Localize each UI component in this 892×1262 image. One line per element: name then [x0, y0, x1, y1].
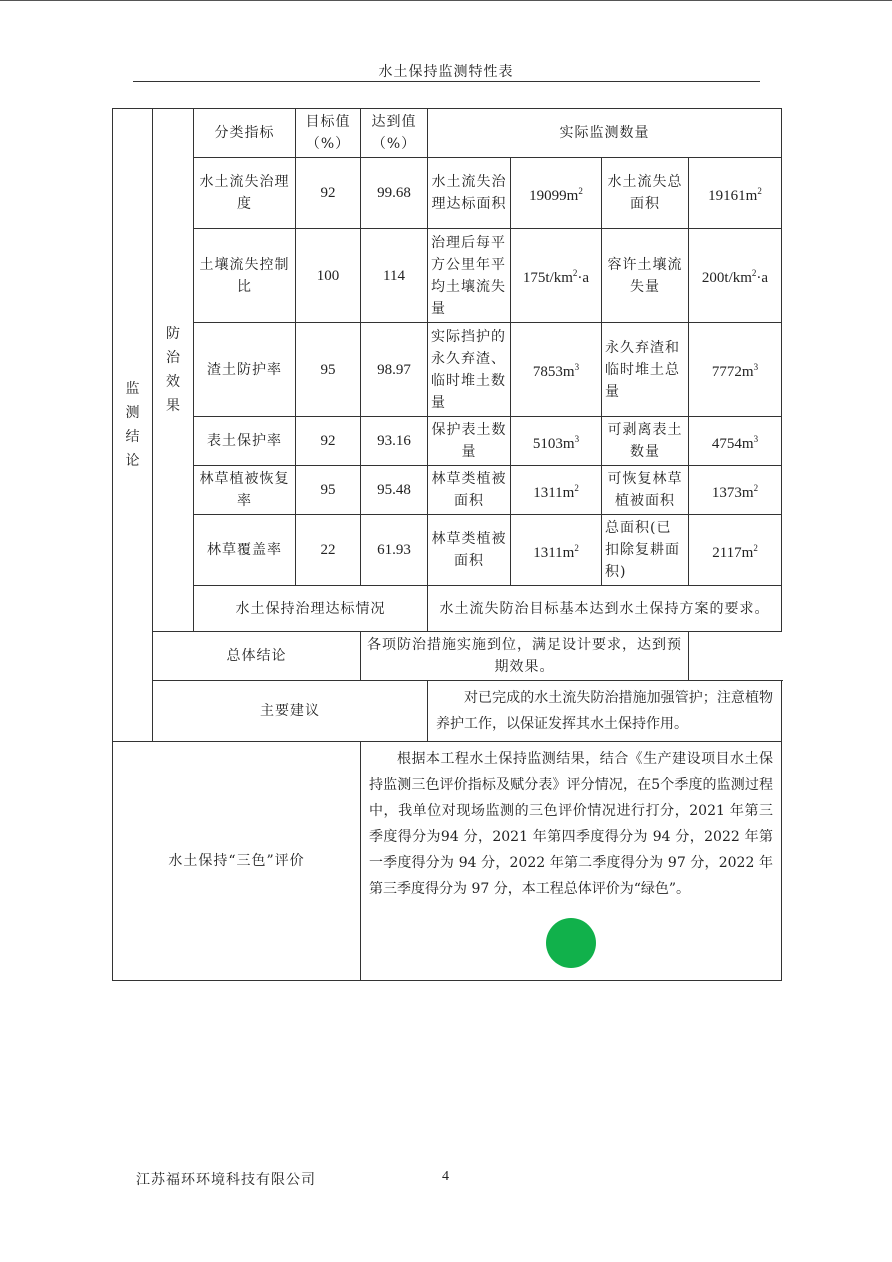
characteristics-table — [112, 108, 782, 981]
evaluation-label: 水土保持“三色”评价 — [113, 742, 361, 981]
evaluation-text: 根据本工程水土保持监测结果，结合《生产建设项目水土保持监测三色评价指标及赋分表》评分情况，在5个季度的监测过程中，我单位对现场监测的三色评价情况进行打分，2021 年第三季度得分为94 分，2021 年第四季度得分为 94 分，2022 年第一季度得分为 94 分，2022 年第二季度得分为 97 分，2022 年第三季度得分为 97 分，本工程总体评价为“绿色”。 — [369, 751, 773, 897]
top-border — [0, 0, 892, 1]
row-target: 95 — [296, 323, 361, 417]
table-row — [113, 229, 782, 323]
standard-row — [113, 586, 782, 632]
row-m1-label: 保护表土数量 — [428, 417, 511, 466]
footer-company: 江苏福环环境科技有限公司 — [136, 1172, 316, 1188]
section-label: 监 测 结 论 — [125, 381, 140, 469]
group-label: 防 治 效 果 — [166, 326, 180, 414]
header-category: 分类指标 — [194, 109, 296, 158]
row-achieved: 95.48 — [361, 466, 428, 515]
row-m2-label: 永久弃渣和临时堆土总量 — [602, 323, 689, 417]
row-m1-value: $5103m^3$ — [511, 417, 602, 466]
page-number: 4 — [442, 1169, 449, 1184]
group-label-cell — [153, 109, 194, 632]
row-m1-label: 实际挡护的永久弃渣、临时堆土数量 — [428, 323, 511, 417]
row-achieved: 114 — [361, 229, 428, 323]
row-m2-label: 可恢复林草植被面积 — [602, 466, 689, 515]
page-title: 水土保持监测特性表 — [378, 64, 514, 80]
row-m2-label: 总面积(已扣除复耕面积) — [602, 515, 689, 586]
row-name: 林草覆盖率 — [194, 515, 296, 586]
row-m2-value: $19161m^2$ — [689, 158, 782, 229]
row-target: 22 — [296, 515, 361, 586]
row-m1-label: 治理后每平方公里年平均土壤流失量 — [428, 229, 511, 323]
row-m2-label: 可剥离表土数量 — [602, 417, 689, 466]
evaluation-row — [113, 742, 782, 981]
row-achieved: 99.68 — [361, 158, 428, 229]
row-name: 林草植被恢复率 — [194, 466, 296, 515]
row-target: 95 — [296, 466, 361, 515]
green-rating-dot — [546, 918, 596, 968]
overall-text: 各项防治措施实施到位，满足设计要求，达到预期效果。 — [361, 632, 689, 681]
table-row — [113, 158, 782, 229]
row-m1-value: $175t/km^2\cdot a$ — [511, 229, 602, 323]
row-target: 100 — [296, 229, 361, 323]
table-row — [113, 417, 782, 466]
standard-label: 水土保持治理达标情况 — [194, 586, 428, 632]
table-row — [113, 323, 782, 417]
row-m1-label: 林草类植被面积 — [428, 466, 511, 515]
suggestion-text: 对已完成的水土流失防治措施加强管护；注意植物养护工作，以保证发挥其水土保持作用。 — [428, 681, 782, 742]
suggestion-label: 主要建议 — [153, 681, 428, 742]
row-achieved: 93.16 — [361, 417, 428, 466]
table-row — [113, 466, 782, 515]
header-target: 目标值（%） — [296, 109, 361, 158]
row-name: 水土流失治理度 — [194, 158, 296, 229]
row-achieved: 98.97 — [361, 323, 428, 417]
standard-text: 水土流失防治目标基本达到水土保持方案的要求。 — [428, 586, 782, 632]
header-rule — [133, 81, 760, 82]
row-m2-value: $1373m^2$ — [689, 466, 782, 515]
overall-label: 总体结论 — [153, 632, 361, 681]
row-achieved: 61.93 — [361, 515, 428, 586]
header-achieved: 达到值（%） — [361, 109, 428, 158]
row-m2-label: 容许土壤流失量 — [602, 229, 689, 323]
row-m2-value: $2117m^2$ — [689, 515, 782, 586]
row-m1-label: 水土流失治理达标面积 — [428, 158, 511, 229]
row-m1-value: $1311m^2$ — [511, 466, 602, 515]
row-name: 土壤流失控制比 — [194, 229, 296, 323]
row-m2-value: $4754m^3$ — [689, 417, 782, 466]
row-m1-label: 林草类植被面积 — [428, 515, 511, 586]
row-m1-value: $1311m^2$ — [511, 515, 602, 586]
row-m2-value: $200t/km^2\cdot a$ — [689, 229, 782, 323]
row-m2-label: 水土流失总面积 — [602, 158, 689, 229]
suggestion-row — [113, 681, 782, 742]
evaluation-cell — [361, 742, 782, 981]
row-name: 表土保护率 — [194, 417, 296, 466]
row-m1-value: $19099m^2$ — [511, 158, 602, 229]
overall-row — [113, 632, 782, 681]
table-row — [113, 515, 782, 586]
section-label-cell — [113, 109, 153, 742]
row-name: 渣土防护率 — [194, 323, 296, 417]
row-target: 92 — [296, 417, 361, 466]
row-m1-value: $7853m^3$ — [511, 323, 602, 417]
row-m2-value: $7772m^3$ — [689, 323, 782, 417]
row-target: 92 — [296, 158, 361, 229]
header-actual: 实际监测数量 — [428, 109, 782, 158]
